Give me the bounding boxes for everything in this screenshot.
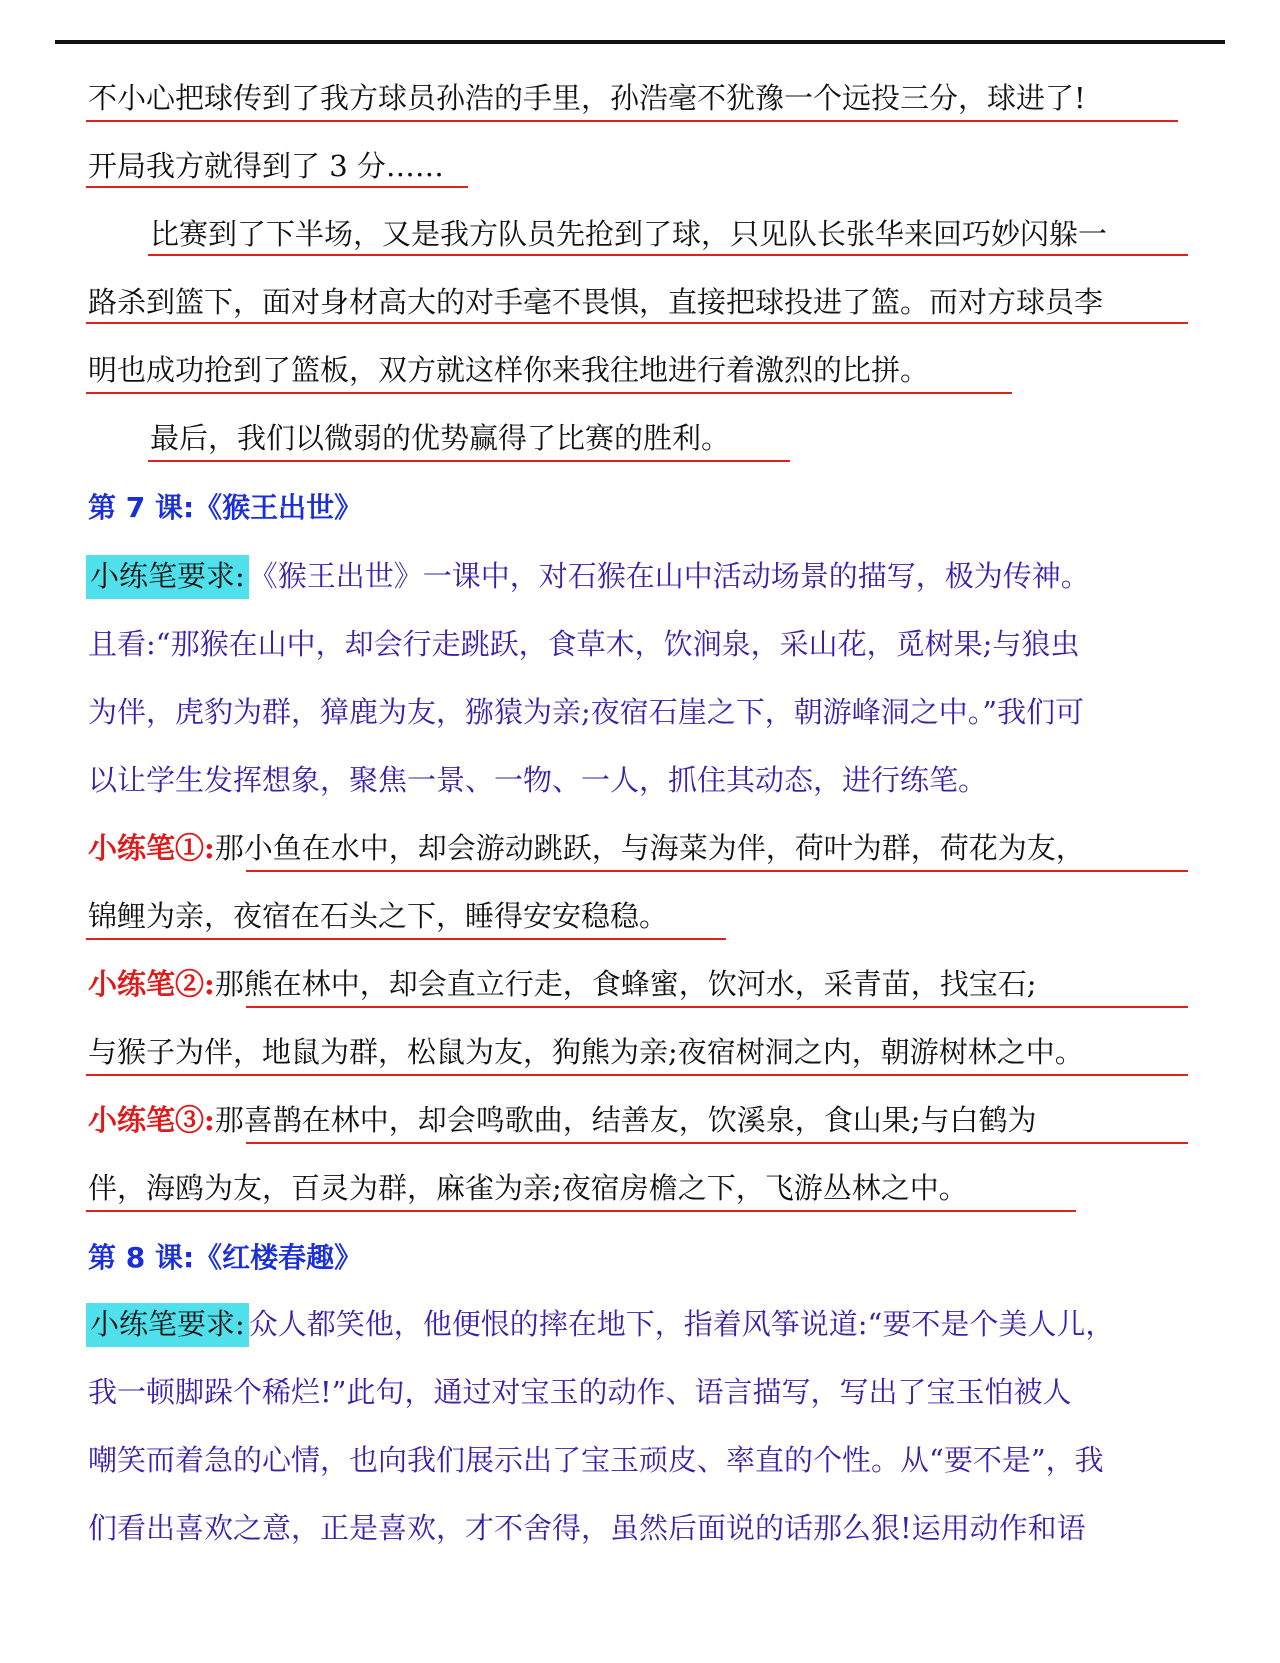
underline [86, 392, 1012, 394]
story-line-4: 路杀到篮下，面对身材高大的对手毫不畏惧，直接把球投进了篮。而对方球员李 [88, 285, 1104, 319]
practice-3-label: 小练笔③: [88, 1103, 215, 1137]
underline [246, 1142, 1188, 1144]
practice-3-text: 那喜鹊在林中，却会鸣歌曲，结善友，饮溪泉，食山果;与白鹤为 [214, 1103, 1037, 1137]
requirement-text: 《猴王出世》一课中，对石猴在山中活动场景的描写，极为传神。 [248, 559, 1090, 593]
lesson-8-requirement-line-2: 我一顿脚跺个稀烂!”此句，通过对宝玉的动作、语言描写，写出了宝玉怕被人 [88, 1375, 1072, 1409]
top-rule [55, 40, 1225, 44]
practice-2-line-2: 与猴子为伴，地鼠为群，松鼠为友，狗熊为亲;夜宿树洞之内，朝游树林之中。 [88, 1035, 1084, 1069]
practice-2-text: 那熊在林中，却会直立行走，食蜂蜜，饮河水，采青苗，找宝石; [214, 967, 1037, 1001]
lesson-7-requirement-line-4: 以让学生发挥想象，聚焦一景、一物、一人，抓住其动态，进行练笔。 [88, 763, 988, 797]
underline [148, 254, 1188, 256]
lesson-8-title: 第 8 课:《红楼春趣》 [88, 1241, 363, 1274]
underline [86, 1210, 1076, 1212]
practice-3-line-1 [88, 1100, 1037, 1140]
story-line-6: 最后，我们以微弱的优势赢得了比赛的胜利。 [150, 421, 731, 455]
requirement-label: 小练笔要求: [86, 1303, 249, 1347]
lesson-7-requirement-line-3: 为伴，虎豹为群，獐鹿为友，猕猿为亲;夜宿石崖之下，朝游峰洞之中。”我们可 [88, 695, 1085, 729]
lesson-7-requirement-line-1 [86, 556, 1090, 596]
underline [86, 1074, 1188, 1076]
underline [246, 1006, 1188, 1008]
lesson-8-requirement-line-1 [86, 1304, 1114, 1344]
lesson-8-requirement-line-3: 嘲笑而着急的心情，也向我们展示出了宝玉顽皮、率直的个性。从“要不是”，我 [88, 1443, 1104, 1477]
practice-1-label: 小练笔①: [88, 831, 215, 865]
practice-1-line-1 [88, 828, 1085, 868]
story-line-5: 明也成功抢到了篮板，双方就这样你来我往地进行着激烈的比拼。 [88, 353, 930, 387]
underline [246, 870, 1188, 872]
lesson-7-title: 第 7 课:《猴王出世》 [88, 491, 363, 524]
underline [86, 120, 1178, 122]
requirement-text: 众人都笑他，他便恨的摔在地下，指着风筝说道:“要不是个美人儿， [248, 1307, 1115, 1341]
lesson-8-requirement-line-4: 们看出喜欢之意，正是喜欢，才不舍得，虽然后面说的话那么狠!运用动作和语 [88, 1511, 1086, 1545]
requirement-label: 小练笔要求: [86, 555, 249, 599]
story-line-1: 不小心把球传到了我方球员孙浩的手里，孙浩毫不犹豫一个远投三分，球进了! [88, 81, 1086, 115]
lesson-7-requirement-line-2: 且看:“那猴在山中，却会行走跳跃，食草木，饮涧泉，采山花，觅树果;与狼虫 [88, 627, 1080, 661]
story-line-3: 比赛到了下半场，又是我方队员先抢到了球，只见队长张华来回巧妙闪躲一 [150, 217, 1108, 251]
underline [148, 460, 790, 462]
practice-1-line-2: 锦鲤为亲，夜宿在石头之下，睡得安安稳稳。 [88, 899, 669, 933]
underline [86, 938, 726, 940]
story-line-2: 开局我方就得到了 3 分…… [88, 149, 444, 183]
practice-2-line-1 [88, 964, 1037, 1004]
practice-1-text: 那小鱼在水中，却会游动跳跃，与海菜为伴，荷叶为群，荷花为友， [214, 831, 1085, 865]
practice-3-line-2: 伴，海鸥为友，百灵为群，麻雀为亲;夜宿房檐之下，飞游丛林之中。 [88, 1171, 968, 1205]
practice-2-label: 小练笔②: [88, 967, 215, 1001]
underline [86, 186, 468, 188]
underline [86, 322, 1188, 324]
